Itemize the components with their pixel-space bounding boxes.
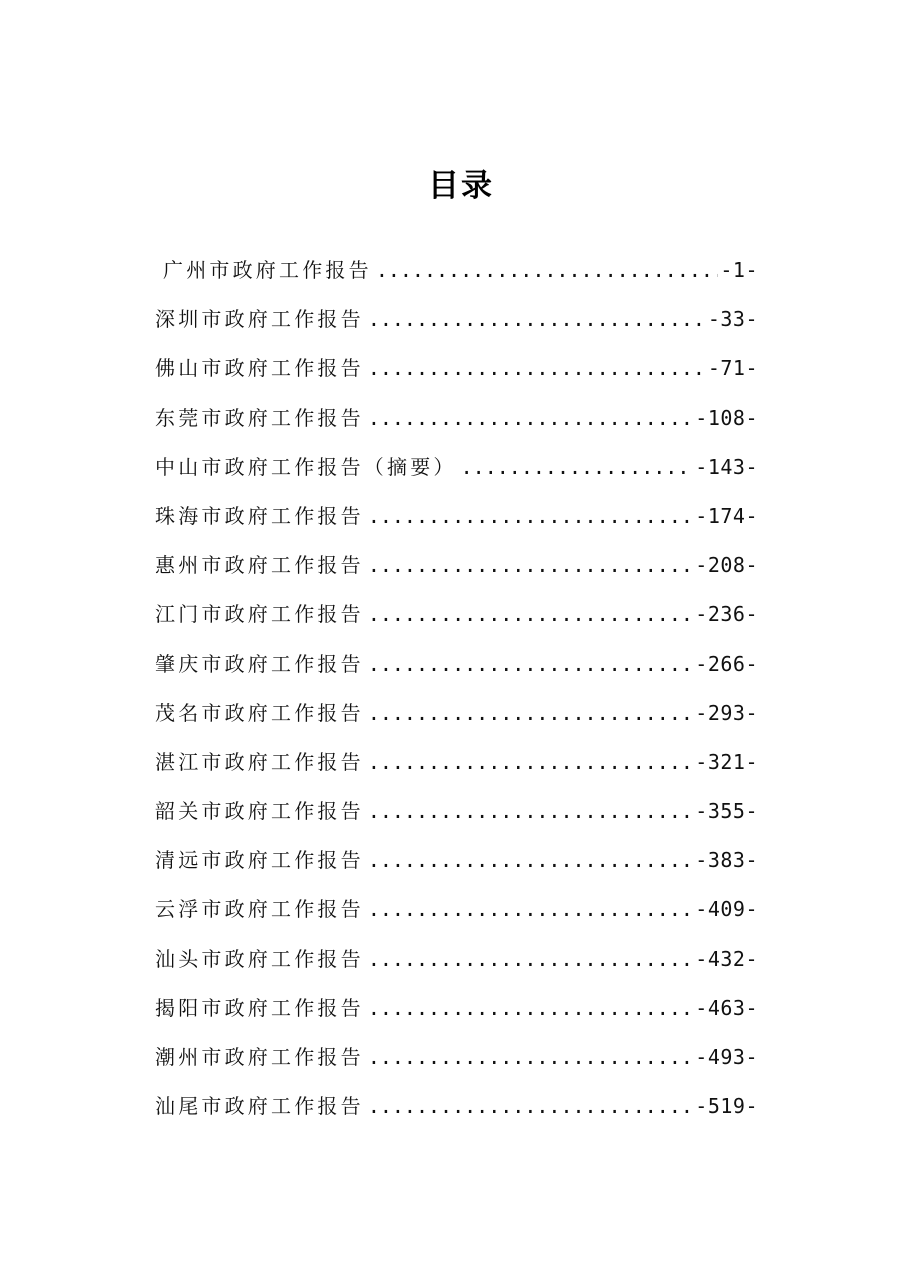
toc-entry-page: -321-	[695, 749, 758, 774]
toc-entry[interactable]	[155, 988, 758, 1037]
dot-leader	[461, 447, 694, 487]
dot-leader	[368, 348, 706, 388]
dot-leader	[368, 693, 693, 733]
toc-entry-page: -71-	[707, 356, 758, 381]
dot-leader	[368, 299, 706, 339]
toc-entry[interactable]	[155, 447, 758, 496]
toc-entry[interactable]	[155, 545, 758, 594]
toc-entry-title: 珠海市政府工作报告	[155, 503, 364, 528]
toc-entry-page: -432-	[695, 946, 758, 971]
toc-entry-title: 惠州市政府工作报告	[155, 553, 364, 578]
toc-entry-page: -266-	[695, 651, 758, 676]
toc-entry-page: -236-	[695, 602, 758, 627]
dot-leader	[368, 1037, 693, 1077]
dot-leader	[368, 644, 693, 684]
toc-entry-title: 汕尾市政府工作报告	[155, 1094, 364, 1119]
toc-entry-page: -409-	[695, 897, 758, 922]
toc-entry[interactable]	[155, 1086, 758, 1135]
toc-entry-title: 江门市政府工作报告	[155, 602, 364, 627]
toc-entry-page: -293-	[695, 700, 758, 725]
toc-entry-page: -1-	[720, 258, 758, 282]
table-of-contents	[155, 250, 758, 1135]
toc-entry-page: -33-	[707, 307, 758, 332]
toc-entry-title: 深圳市政府工作报告	[155, 307, 364, 332]
dot-leader	[368, 496, 693, 536]
dot-leader	[376, 250, 719, 290]
toc-entry[interactable]	[155, 889, 758, 938]
toc-entry-title: 韶关市政府工作报告	[155, 799, 364, 824]
toc-entry[interactable]	[155, 840, 758, 889]
dot-leader	[368, 791, 693, 831]
toc-entry[interactable]	[155, 791, 758, 840]
toc-entry-title: 潮州市政府工作报告	[155, 1045, 364, 1069]
toc-entry-page: -355-	[695, 799, 758, 824]
dot-leader	[368, 398, 693, 438]
toc-entry[interactable]	[155, 693, 758, 742]
toc-entry-page: -519-	[695, 1094, 758, 1119]
toc-entry-title: 佛山市政府工作报告	[155, 356, 364, 381]
dot-leader	[368, 742, 693, 782]
dot-leader	[368, 594, 693, 634]
toc-entry[interactable]	[155, 594, 758, 643]
toc-entry-page: -463-	[695, 995, 758, 1020]
toc-entry[interactable]	[155, 742, 758, 791]
toc-entry[interactable]	[155, 398, 758, 447]
toc-entry[interactable]	[155, 250, 758, 299]
toc-entry-title: 肇庆市政府工作报告	[155, 651, 364, 676]
dot-leader	[368, 889, 693, 929]
toc-entry[interactable]	[155, 299, 758, 348]
toc-entry[interactable]	[155, 644, 758, 693]
toc-entry-page: -174-	[695, 503, 758, 528]
toc-entry-title: 中山市政府工作报告（摘要）	[155, 454, 457, 479]
toc-entry-title: 云浮市政府工作报告	[155, 897, 364, 922]
dot-leader	[368, 545, 693, 585]
toc-entry[interactable]	[155, 1037, 758, 1086]
toc-entry-page: -493-	[695, 1045, 758, 1069]
toc-entry-title: 汕头市政府工作报告	[155, 946, 364, 971]
toc-entry-page: -108-	[695, 405, 758, 430]
dot-leader	[368, 840, 693, 880]
dot-leader	[368, 939, 693, 979]
toc-entry-title: 东莞市政府工作报告	[155, 405, 364, 430]
toc-entry-page: -383-	[695, 848, 758, 873]
toc-entry-title: 揭阳市政府工作报告	[155, 995, 364, 1020]
toc-entry-page: -208-	[695, 553, 758, 578]
toc-entry-page: -143-	[695, 454, 758, 479]
dot-leader	[368, 988, 693, 1028]
page-title: 目录	[428, 168, 494, 204]
toc-entry-title: 湛江市政府工作报告	[155, 749, 364, 774]
toc-entry-title: 广州市政府工作报告	[163, 258, 372, 282]
toc-entry[interactable]	[155, 348, 758, 397]
toc-entry-title: 茂名市政府工作报告	[155, 700, 364, 725]
toc-entry-title: 清远市政府工作报告	[155, 848, 364, 873]
toc-entry[interactable]	[155, 496, 758, 545]
dot-leader	[368, 1086, 693, 1126]
toc-entry[interactable]	[155, 939, 758, 988]
